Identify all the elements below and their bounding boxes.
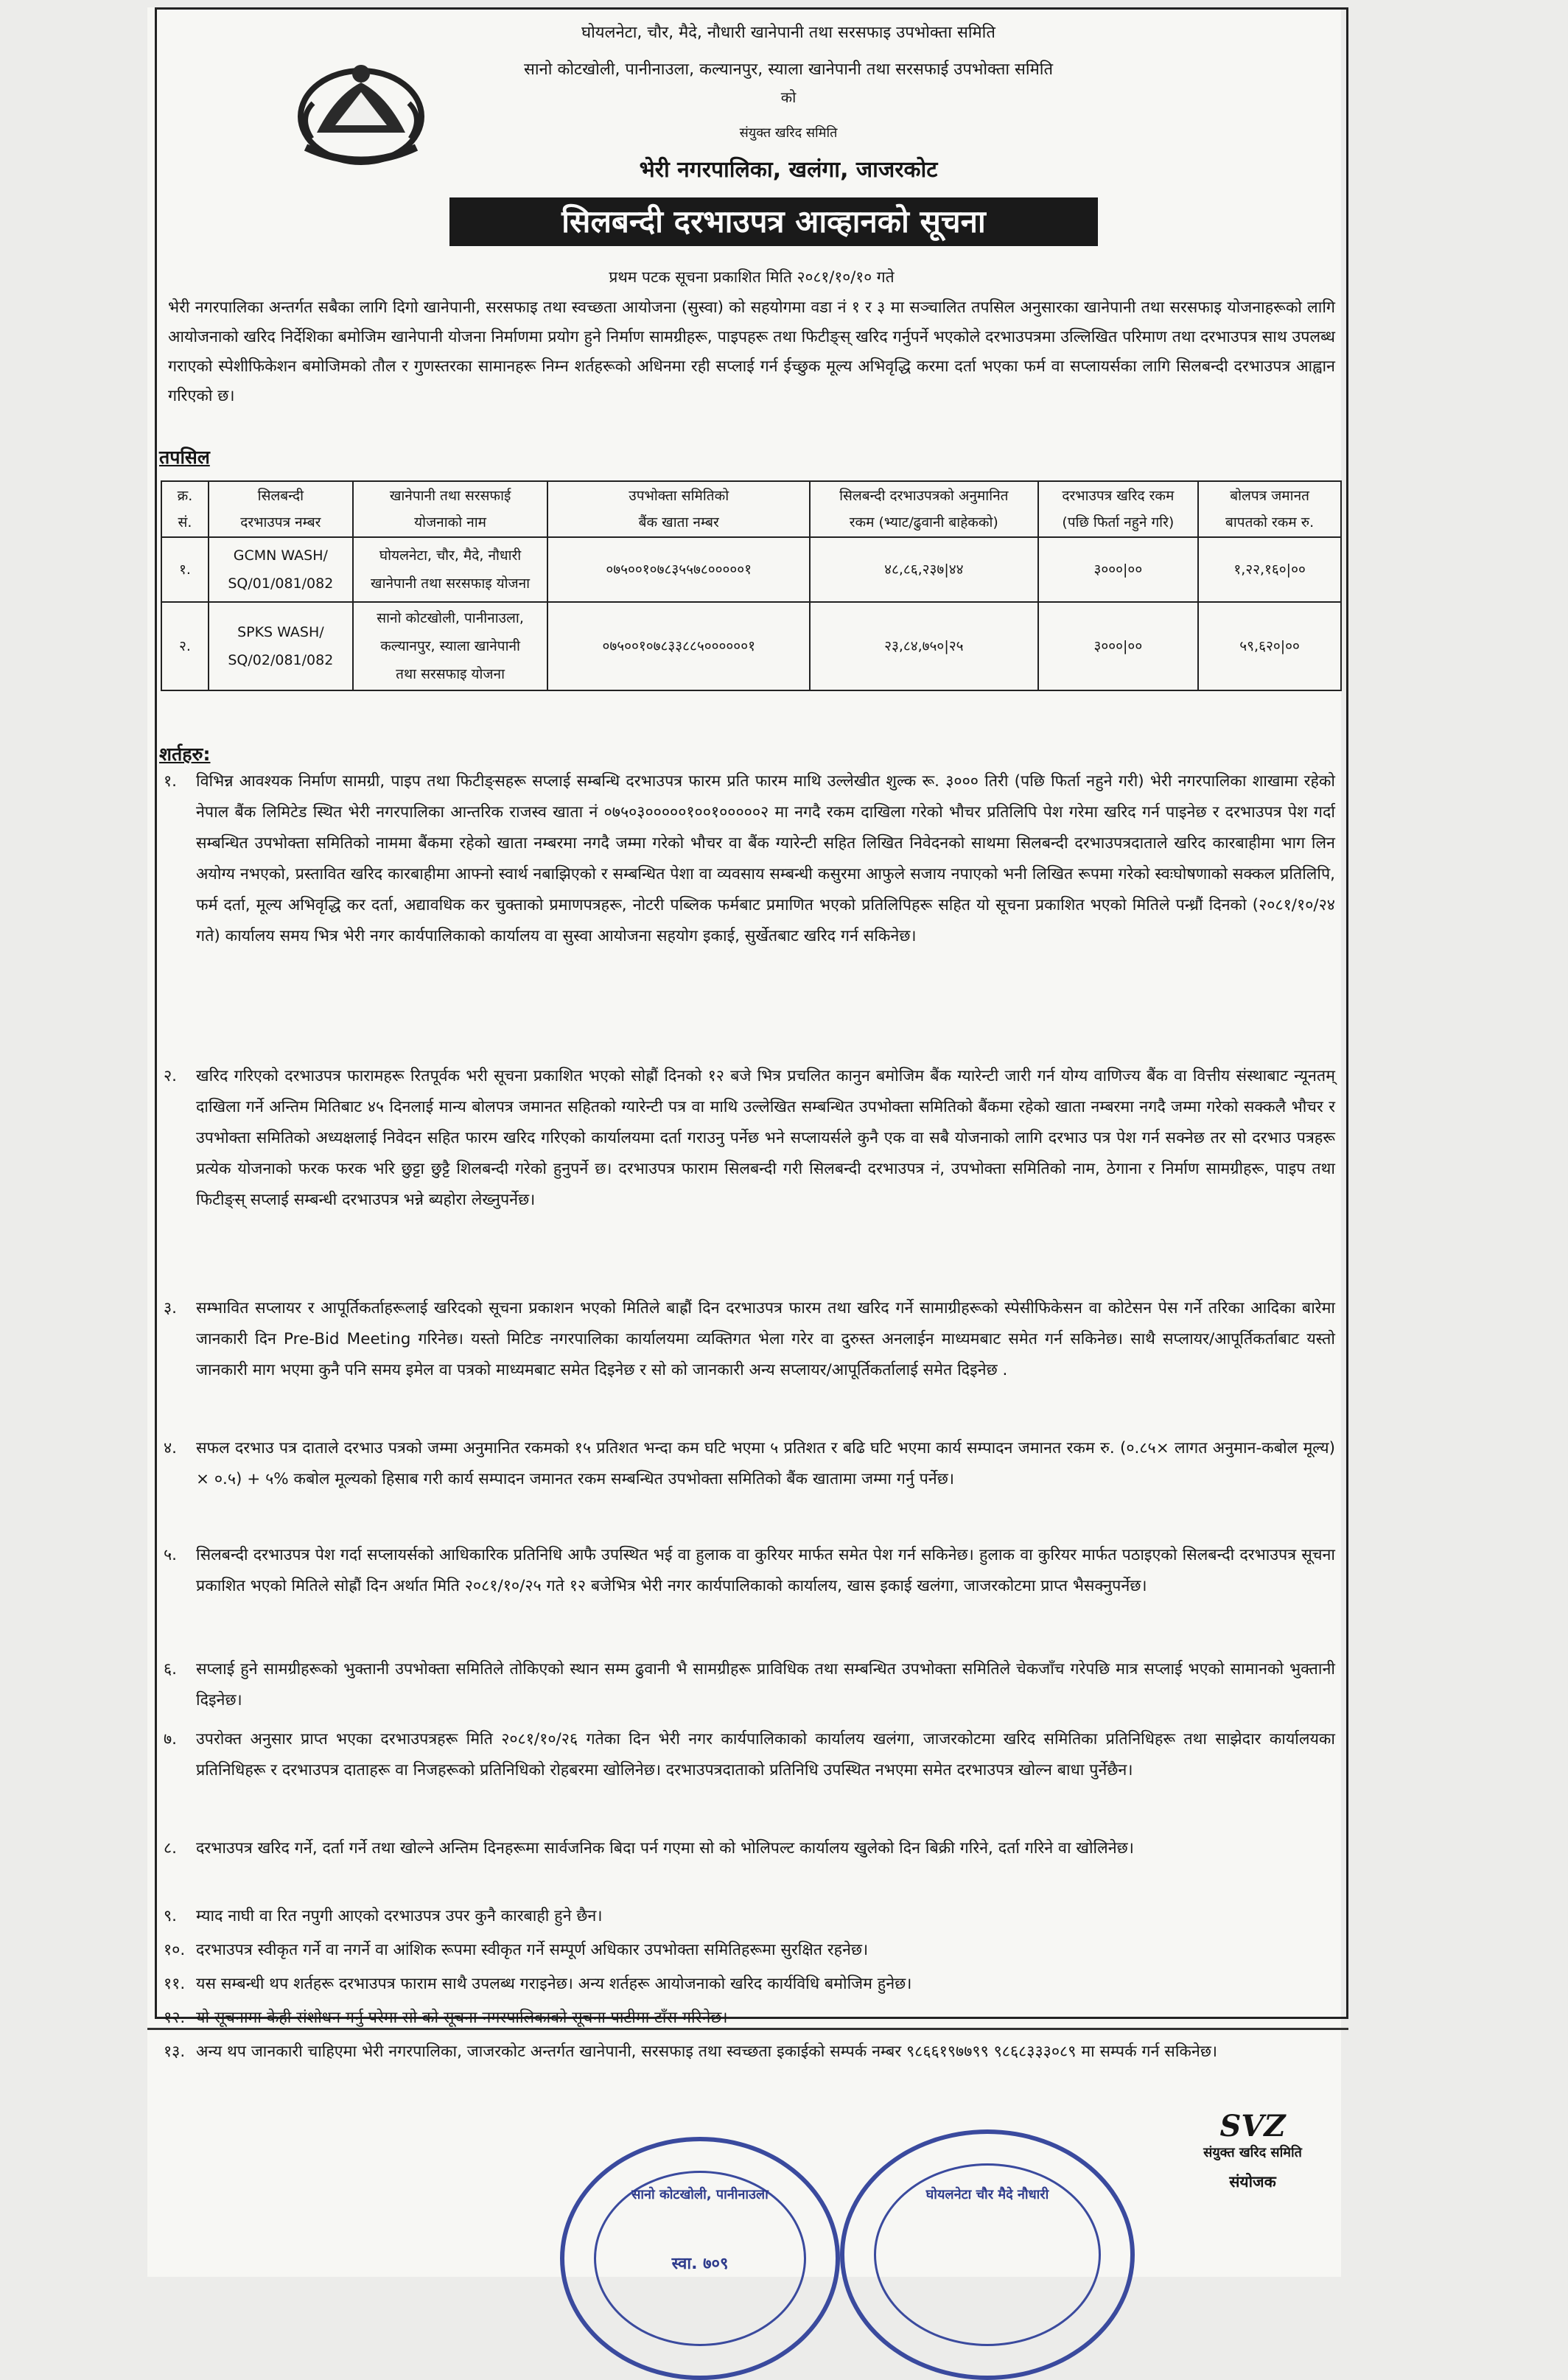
committee-stamp-left [560,2137,840,2380]
col-header-bid-no: सिलबन्दी दरभाउपत्र नम्बर [209,481,353,537]
stamp-right-ring: घोयलनेटा चौर मैदे नौधारी [925,2187,1049,2202]
col-header-estimate: सिलबन्दी दरभाउपत्रको अनुमानित रकम (भ्याट/ढुवानी बाहेकको) [810,481,1037,537]
intro-paragraph: भेरी नगरपालिका अन्तर्गत सबैका लागि दिगो खानेपानी, सरसफाइ तथा स्वच्छता आयोजना (सुस्वा) को सहयोगमा वडा नं १ र ३ मा सञ्चालित तपसिल अनुसारका खानेपानी तथा सरसफाइ योजनाहरूको लागि आयोजनाको खरिद निर्देशिका बमोजिम खानेपानी योजना निर्माणमा प्रयोग हुने निर्माण सामग्रीहरू, पाइपहरू तथा फिटीङ्स् खरिद गर्नुपर्ने भएकोले दरभाउपत्रमा उल्लिखित परिमाण तथा दरभाउपत्र साथ उपलब्ध गराएको स्पेशीफिकेशन बमोजिमको तौल र गुणस्तरका सामानहरू निम्न शर्तहरूको अधिनमा रही सप्लाई गर्न ईच्छुक मूल्य अभिवृद्धि करमा दर्ता भएका फर्म वा सप्लायर्सका लागि सिलबन्दी दरभाउपत्र आह्वान गरिएको छ। [168,298,1335,405]
cell-account: ०७५००१०७८३५५७८०००००१ [547,537,810,602]
condition-item: ६. सप्लाई हुने सामग्रीहरूको भुक्तानी उपभोक्ता समितिले तोकिएको स्थान सम्म ढुवानी भै सामग्रीहरू प्राविधिक तथा सम्बन्धित उपभोक्ता समितिले चेकजाँच गरेपछि मात्र सप्लाई भएको सामानको भुक्तानी दिइनेछ। [164,1660,1335,1709]
cell-scheme: घोयलनेटा, चौर, मैदे, नौधारी खानेपानी तथा सरसफाइ योजना [353,537,548,602]
cell-sn: १. [161,537,209,602]
condition-item: ११. यस सम्बन्धी थप शर्तहरू दरभाउपत्र फाराम साथै उपलब्ध गराइनेछ। अन्य शर्तहरू आयोजनाको खरिद कार्यविधि बमोजिम हुनेछ। [164,1975,912,1993]
condition-item: ८. दरभाउपत्र खरिद गर्ने, दर्ता गर्ने तथा खोल्ने अन्तिम दिनहरूमा सार्वजनिक बिदा पर्न गएमा सो को भोलिपल्ट कार्यालय खुलेको दिन बिक्री गरिने, दर्ता गरिने वा खोलिनेछ। [164,1839,1134,1858]
joint-committee: संयुक्त खरिद समिति [739,125,838,141]
signature-mark: SVZ [1219,2109,1286,2143]
condition-item: २. खरिद गरिएको दरभाउपत्र फारामहरू रितपूर्वक भरी सूचना प्रकाशित भएको सोह्रौं दिनको १२ बजे भित्र प्रचलित कानुन बमोजिम बैंक ग्यारेन्टी जारी गर्न योग्य वाणिज्य बैंक वा वित्तीय संस्थाबाट न्यूनतम् दाखिला गर्ने अन्तिम मितिबाट ४५ दिनलाई मान्य बोलपत्र जमानत सहितको ग्यारेन्टी पत्र वा माथि उल्लेखित सम्बन्धित उपभोक्ता समितिको बैंकमा रहेको खाता नम्बरमा नगदै जम्मा गरेको सक्कलै भौचर र उपभोक्ता समितिको अध्यक्षलाई निवेदन सहित फारम खरिद गरिएको कार्यालयमा दर्ता गराउनु पर्नेछ भने सप्लायर्सले कुनै एक वा सबै योजनाको लागि दरभाउ पत्र पेश गर्न सक्नेछ तर सो दरभाउ पत्रहरू प्रत्येक योजनाको फरक फरक भरि छुट्टा छुट्टै शिलबन्दी गरेको हुनुपर्ने छ। दरभाउपत्र फाराम सिलबन्दी गरी सिलबन्दी दरभाउपत्र नं, उपभोक्ता समितिको नाम, ठेगाना र निर्माण सामग्रीहरू, पाइप तथा फिटीङ्स् सप्लाई सम्बन्धी दरभाउपत्र भन्ने ब्यहोरा लेख्नुपर्नेछ। [164,1067,1335,1209]
cell-security: १,२२,१६०|०० [1198,537,1341,602]
condition-item: १०. दरभाउपत्र स्वीकृत गर्ने वा नगर्ने वा आंशिक रूपमा स्वीकृत गर्ने सम्पूर्ण अधिकार उपभोक्ता समितिहरूमा सुरक्षित रहनेछ। [164,1941,869,1959]
condition-item: १३. अन्य थप जानकारी चाहिएमा भेरी नगरपालिका, जाजरकोट अन्तर्गत खानेपानी, सरसफाइ तथा स्वच्छता इकाईको सम्पर्क नम्बर ९८६६१९७७९९ ९८६८३३३०८९ मा सम्पर्क गर्न सकिनेछ। [164,2043,1218,2061]
cell-bid-no: SPKS WASH/ SQ/02/081/082 [209,602,353,690]
signature-block [1157,2109,1348,2192]
condition-item: ९. म्याद नाघी वा रित नपुगी आएको दरभाउपत्र उपर कुनै कारबाही हुने छैन। [164,1907,603,1925]
condition-item: ३. सम्भावित सप्लायर र आपूर्तिकर्ताहरूलाई खरिदको सूचना प्रकाशन भएको मितिले बाह्रौं दिन दरभाउपत्र फारम तथा खरिद गर्ने सामाग्रीहरूको स्पेसीफिकेसन वा कोटेसन पेस गर्ने तरिका आदिका बारेमा जानकारी दिन Pre-Bid Meeting गरिनेछ। यस्तो मिटिङ नगरपालिका कार्यालयमा व्यक्तिगत भेला गरेर वा दुरुस्त अनलाईन माध्यमबाट समेत गर्न सकिनेछ। साथै सप्लायर/आपूर्तिकर्ताबाट यस्तो जानकारी माग भएमा कुनै पनि समय इमेल वा पत्रको माध्यमबाट समेत दिइनेछ र सो को जानकारी अन्य सप्लायर/आपूर्तिकर्तालाई समेत दिइनेछ . [164,1299,1335,1379]
cell-bid-no: GCMN WASH/ SQ/01/081/082 [209,537,353,602]
col-header-fee: दरभाउपत्र खरिद रकम (पछि फिर्ता नहुने गरि) [1038,481,1199,537]
committee-connector: को [780,88,797,106]
cell-estimate: २३,८४,७५०|२५ [810,602,1037,690]
table-row [161,537,1341,602]
stamp-left-center: स्वा. ७०९ [671,2255,729,2273]
condition-item: १२. यो सूचनामा केही संशोधन गर्नु परेमा सो को सूचना नगरपालिकाको सूचना पाटीमा टाँस गरिनेछ। [164,2009,728,2027]
notice-title-banner: सिलबन्दी दरभाउपत्र आव्हानको सूचना [449,197,1098,246]
nepal-emblem-icon [291,52,431,169]
condition-item: ७. उपरोक्त अनुसार प्राप्त भएका दरभाउपत्रहरू मिति २०८१/१०/२६ गतेका दिन भेरी नगर कार्यपालिकाको कार्यालय खलंगा, जाजरकोटमा खरिद समितिका प्रतिनिधिहरू तथा साझेदार कार्यालयका प्रतिनिधिहरू र दरभाउपत्र दाताहरू वा निजहरूको प्रतिनिधिको रोहबरमा खोलिनेछ। दरभाउपत्रदाताको प्रतिनिधि उपस्थित नभएमा समेत दरभाउपत्र खोल्न बाधा पुर्नेछैन। [164,1730,1335,1779]
cell-security: ५९,६२०|०० [1198,602,1341,690]
col-header-sn: क्र. सं. [161,481,209,537]
cell-scheme: सानो कोटखोली, पानीनाउला, कल्यानपुर, स्याला खानेपानी तथा सरसफाइ योजना [353,602,548,690]
col-header-account: उपभोक्ता समितिको बैंक खाता नम्बर [547,481,810,537]
table-header-row [161,481,1341,537]
condition-item: ४. सफल दरभाउ पत्र दाताले दरभाउ पत्रको जम्मा अनुमानित रकमको १५ प्रतिशत भन्दा कम घटि भएमा ५ प्रतिशत र बढि घटि भएमा कार्य सम्पादन जमानत रकम रु. (०.८५× लागत अनुमान-कबोल मूल्य) × ०.५) + ५% कबोल मूल्यको हिसाब गरी कार्य सम्पादन जमानत रकम सम्बन्धित उपभोक्ता समितिको बैंक खातामा जम्मा गर्नु पर्नेछ। [164,1439,1335,1488]
committee-stamp-right [840,2129,1135,2380]
stamp-left-ring: सानो कोटखोली, पानीनाउला [631,2187,769,2202]
municipality-name: भेरी नगरपालिका, खलंगा, जाजरकोट [639,157,938,183]
committee-line-2: सानो कोटखोली, पानीनाउला, कल्यानपुर, स्याला खानेपानी तथा सरसफाई उपभोक्ता समिति [523,60,1054,79]
col-header-security: बोलपत्र जमानत बापतको रकम रु. [1198,481,1341,537]
bid-schedule-table [161,480,1342,691]
condition-item: १. विभिन्न आवश्यक निर्माण सामग्री, पाइप तथा फिटीङ्सहरू सप्लाई सम्बन्धि दरभाउपत्र फारम प्रति फारम माथि उल्लेखीत शुल्क रू. ३००० तिरी (पछि फिर्ता नहुने गरी) भेरी नगरपालिका शाखामा रहेको नेपाल बैंक लिमिटेड स्थित भेरी नगरपालिका आन्तरिक राजस्व खाता नं ०७५०३०००००१००१०००००२ मा नगदै रकम दाखिला गरेको भौचर प्रतिलिपि पेश गरेमा खरिद गर्न पाइनेछ र दरभाउपत्र पेश गर्दा सम्बन्धित उपभोक्ता समितिको नाममा बैंकमा रहेको खाता नम्बरमा नगदै जम्मा गरेको भौचर वा बैंक ग्यारेन्टी सहित लिखित निवेदनको साथमा सिलबन्दी दरभाउपत्रदाताले खरिद कारबाहीमा भाग लिन अयोग्य नभएको, प्रस्तावित खरिद कारबाहीमा आफ्नो स्वार्थ नबाझिएको र सम्बन्धित पेशा वा व्यवसाय सम्बन्धी कसुरमा आफुले सजाय नपाएको भनी लिखित रूपमा गरेको स्वःघोषणाको सक्कल प्रतिलिपि, फर्म दर्ता, मूल्य अभिवृद्धि कर दर्ता, अद्यावधिक कर चुक्ताको प्रमाणपत्रहरू, नोटरी पब्लिक फर्मबाट प्रमाणित भएको प्रतिलिपिहरू सहित यो सूचना प्रकाशित भएको मितिले पन्ध्रौं दिनको (२०८१/१०/२४ गते) कार्यालय समय भित्र भेरी नगर कार्यपालिकाको कार्यालय वा सुस्वा आयोजना सहयोग इकाई, सुर्खेतबाट खरिद गर्न सकिनेछ। [164,772,1335,945]
conditions-heading: शर्तहरु: [159,743,211,765]
cell-fee: ३०००|०० [1038,537,1199,602]
table-row [161,602,1341,690]
cell-account: ०७५००१०७८३३८८५००००००१ [547,602,810,690]
committee-line-1: घोयलनेटा, चौर, मैदे, नौधारी खानेपानी तथा सरसफाइ उपभोक्ता समिति [581,24,995,42]
page-divider [147,2028,1348,2030]
cell-fee: ३०००|०० [1038,602,1199,690]
signature-committee: संयुक्त खरिद समिति [1203,2145,1302,2160]
cell-sn: २. [161,602,209,690]
schedule-heading: तपसिल [159,447,210,468]
col-header-scheme: खानेपानी तथा सरसफाई योजनाको नाम [353,481,548,537]
first-published-date: प्रथम पटक सूचना प्रकाशित मिति २०८१/१०/१० गते [609,268,895,286]
cell-estimate: ४८,८६,२३७|४४ [810,537,1037,602]
signature-role: संयोजक [1229,2173,1276,2191]
condition-item: ५. सिलबन्दी दरभाउपत्र पेश गर्दा सप्लायर्सको आधिकारिक प्रतिनिधि आफै उपस्थित भई वा हुलाक वा कुरियर मार्फत समेत पेश गर्न सकिनेछ। हुलाक वा कुरियर मार्फत पठाइएको सिलबन्दी दरभाउपत्र सूचना प्रकाशित भएको मितिले सोह्रौं दिन अर्थात मिति २०८१/१०/२५ गते १२ बजेभित्र भेरी नगर कार्यपालिकाको कार्यालय, खास इकाई खलंगा, जाजरकोटमा प्राप्त भैसक्नुपर्नेछ। [164,1546,1335,1595]
